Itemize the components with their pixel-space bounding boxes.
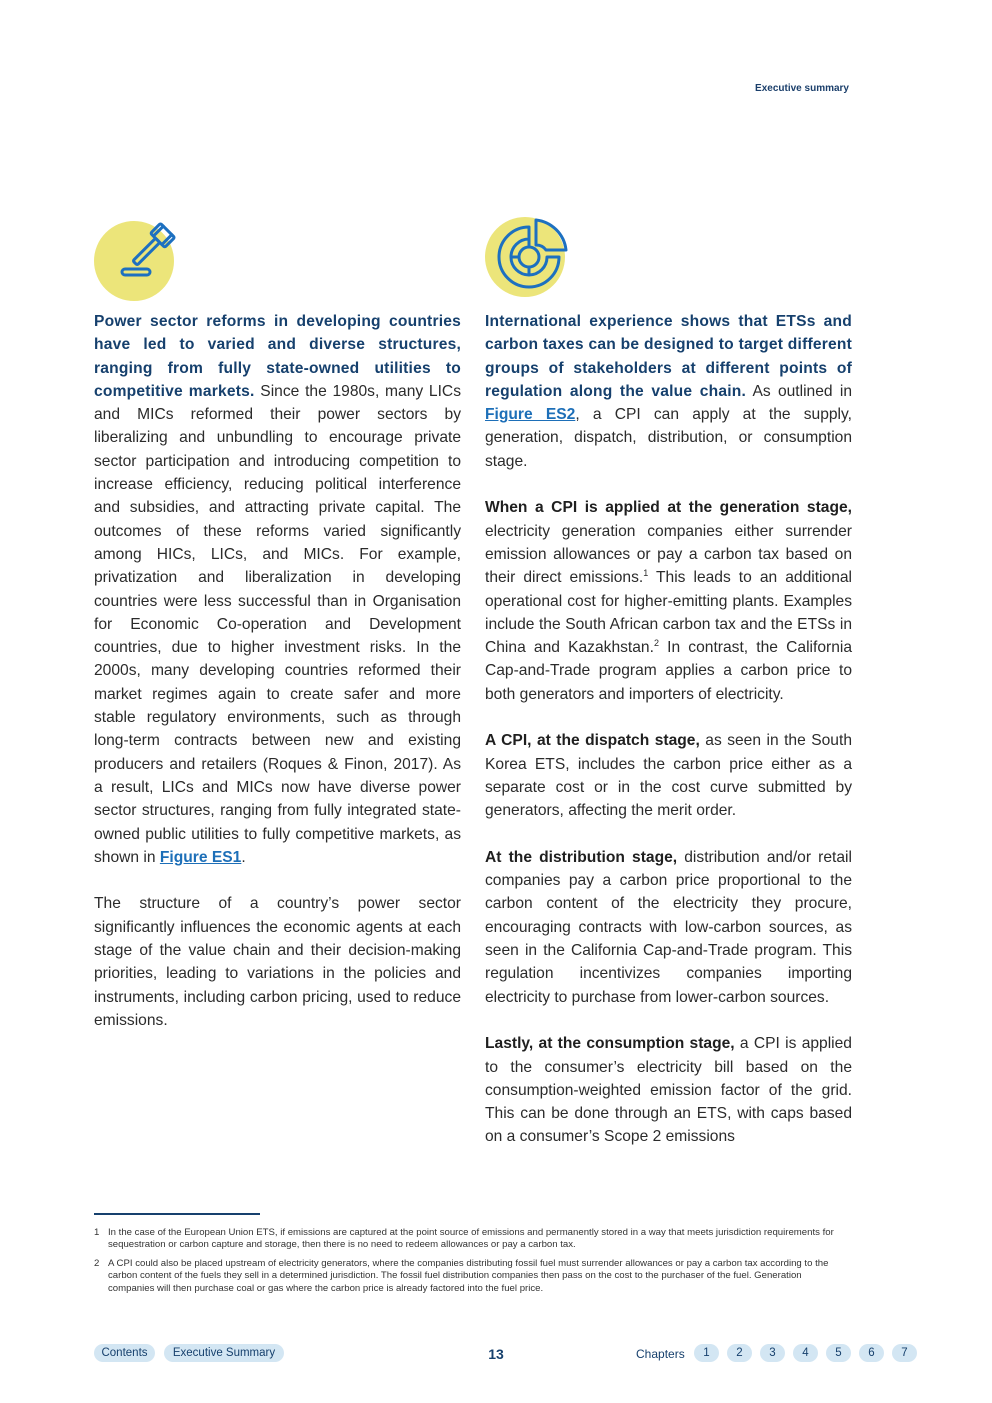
left-body-text: Since the 1980s, many LICs and MICs reformed their power sectors by liberalizing and unbundling to encourage private sector participation and introducing competition to increase efficiency, reducing political interference and subsidies, and attracting private capital. The outcomes of these reforms varied significantly among HICs, LICs, and MICs. For example, privatization and liberalization in developing countries were less successful than in Organisation for Economic Co-operation and Development countries, due to higher investment risks. In the 2000s, many developing countries reformed their market regimes again to create safer and more stable regulatory environments, such as through long-term contracts between new and existing producers and retailers (Roques & Finon, 2017). As a result, LICs and MICs now have diverse power sector structures, ranging from fully integrated state-owned public utilities to fully competitive markets, as shown in [94, 382, 461, 866]
right-p2-body-c: In contrast, the California Cap-and-Trade program applies a carbon price to both generators and importers of electricity. [485, 639, 853, 703]
right-p5-body: a CPI is applied to the consumer’s electricity bill based on the consumption-weighted emission factor of the grid. This can be done through an ETS, with caps based on a consumer’s Scope 2 emissions [485, 1035, 852, 1146]
left-paragraph-2: The structure of a country’s power sector significantly influences the economic agents at each stage of the value chain and their decision-making priorities, leading to variations in the policies and instruments, including carbon pricing, used to reduce emissions. [94, 895, 461, 1029]
chapter-3-button[interactable]: 3 [760, 1344, 785, 1362]
right-paragraph-5 [485, 1032, 852, 1148]
right-p2-body-a: electricity generation companies either surrender emission allowances or pay a carbon tax based on their direct emissions. [485, 522, 852, 587]
running-head: Executive summary [755, 83, 849, 94]
executive-summary-button[interactable]: Executive Summary [164, 1344, 284, 1362]
chapter-2-button[interactable]: 2 [727, 1344, 752, 1362]
right-paragraph-2 [485, 496, 852, 706]
left-p1-end: . [241, 848, 246, 866]
chapter-4-button[interactable]: 4 [793, 1344, 818, 1362]
right-paragraph-4 [485, 846, 852, 1009]
distribution-stage-heading: At the distribution stage, [485, 848, 678, 866]
right-p1-pre: As outlined in [746, 382, 852, 400]
footnote-ref-1[interactable]: 1 [643, 568, 649, 579]
chapter-5-button[interactable]: 5 [826, 1344, 851, 1362]
chapter-7-button[interactable]: 7 [892, 1344, 917, 1362]
contents-button[interactable]: Contents [94, 1344, 155, 1362]
footnote-1 [94, 1227, 846, 1252]
target-chart-icon [485, 217, 565, 297]
left-lead-text: Power sector reforms in developing countries have led to varied and diverse structures, ranging from fully state-owned utilities to competitive markets. [94, 313, 461, 400]
footnote-number: 1 [94, 1227, 100, 1238]
chapter-1-button[interactable]: 1 [694, 1344, 719, 1362]
right-p3-body: as seen in the South Korea ETS, includes the carbon price either as a separate cost or in the cost curve submitted by generators, affecting the merit order. [485, 732, 852, 820]
footnote-text: In the case of the European Union ETS, if emissions are captured at the point source of emissions and permanently stored in a way that meets jurisdiction requirements for sequestration or carbon capture and storage, then there is no need to redeem allowances or pay a carbon tax. [108, 1227, 834, 1251]
footer-nav [0, 1344, 992, 1364]
footnote-ref-2[interactable]: 2 [653, 637, 659, 648]
right-p1-post: , a CPI can apply at the supply, generation, dispatch, distribution, or consumption stage. [485, 406, 852, 470]
generation-stage-heading: When a CPI is applied at the generation stage, [485, 499, 852, 517]
footnote-2 [94, 1258, 846, 1295]
right-paragraph-3 [485, 729, 852, 822]
left-column [94, 310, 461, 1056]
gavel-icon [94, 221, 174, 301]
right-p4-body: distribution and/or retail companies pay a carbon price proportional to the carbon content of the electricity they procure, encouraging contracts with low-carbon sources, as seen in the California Cap-and-Trade program. This regulation incentivizes companies importing electricity to purchase from lower-carbon sources. [485, 848, 852, 1006]
right-p2-body-b: This leads to an additional operational cost for higher-emitting plants. Examples include the South African carbon tax and the ETSs in China and Kazakhstan. [485, 569, 853, 657]
figure-es2-link[interactable]: Figure ES2 [485, 406, 576, 424]
consumption-stage-heading: Lastly, at the consumption stage, [485, 1035, 735, 1053]
dispatch-stage-heading: A CPI, at the dispatch stage, [485, 732, 700, 750]
footnote-divider [94, 1213, 260, 1215]
footnote-text: A CPI could also be placed upstream of electricity generators, where the companies distributing fossil fuel must surrender allowances or pay a carbon tax according to the carbon content of the fuels they sell in a determined jurisdiction. The fossil fuel distribution companies then pass on the cost to the purchaser of the fuel. Generation companies will then purchase coal or gas where the carbon price is already factored into the fuel price. [108, 1257, 829, 1294]
right-column [485, 310, 852, 1172]
footnotes [94, 1227, 846, 1301]
right-lead-text: International experience shows that ETSs and carbon taxes can be designed to target different groups of stakeholders at different points of regulation along the value chain. [485, 313, 852, 400]
chapter-6-button[interactable]: 6 [859, 1344, 884, 1362]
left-paragraph-1 [94, 310, 461, 869]
chapters-label: Chapters [636, 1347, 685, 1361]
page-number: 13 [488, 1346, 504, 1362]
figure-es1-link[interactable]: Figure ES1 [159, 848, 242, 866]
right-paragraph-1 [485, 310, 852, 473]
footnote-number: 2 [94, 1257, 100, 1269]
